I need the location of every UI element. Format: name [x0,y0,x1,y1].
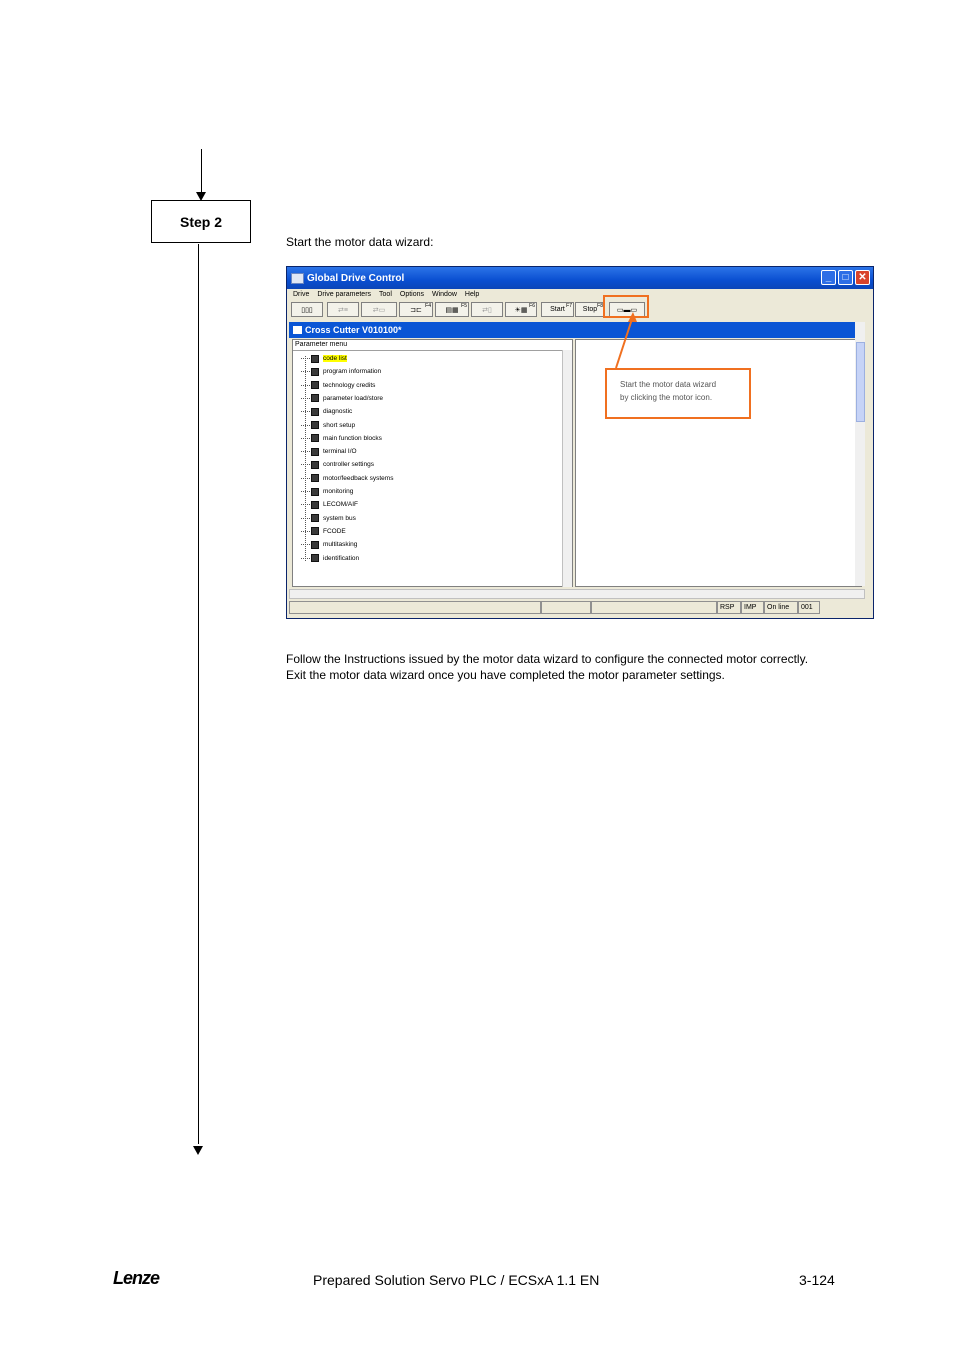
tree-connector [301,491,310,492]
tree-connector [301,425,310,426]
menu-options[interactable]: Options [399,291,424,298]
flow-line-top [201,149,202,193]
folder-icon [311,408,319,416]
tree-item-label: motor/feedback systems [323,474,394,482]
tree-item[interactable] [301,539,357,550]
page-number: 3-124 [799,1272,835,1288]
tree-item[interactable] [301,553,359,564]
tree-item[interactable] [301,526,346,537]
menubar [287,289,873,300]
tree-connector [301,464,310,465]
tree-connector [301,518,310,519]
tb-read-icon[interactable]: ⇄≡ [327,302,359,317]
tb-compare-icon[interactable]: ⇄▯ [471,302,503,317]
status-field-2 [541,601,591,614]
instruction-line-1: Follow the Instructions issued by the motor data wizard to configure the connected motor correctly. [286,652,809,666]
folder-icon [311,368,319,376]
tree-item-label: system bus [323,514,356,522]
callout-pointer [600,310,650,372]
tree-item-label: LECOM/AIF [323,501,359,509]
horizontal-scrollbar[interactable] [289,589,865,599]
footer-title: Prepared Solution Servo PLC / ECSxA 1.1 EN [313,1272,600,1288]
folder-icon [311,474,319,482]
tree-item-label: FCODE [323,527,346,535]
status-field-3 [591,601,717,614]
window-scrollbar[interactable] [855,322,865,586]
folder-icon [311,541,319,549]
tree-item[interactable] [301,353,347,364]
tree-connector [301,544,310,545]
tree-item[interactable] [301,380,375,391]
menu-drive[interactable]: Drive [293,291,310,298]
tree-item-label: multitasking [323,541,358,549]
tree-connector [301,531,310,532]
tree-item-label: technology credits [323,381,376,389]
tree-item-label: code list [323,355,347,362]
tree-item[interactable] [301,459,374,470]
tree-item[interactable] [301,393,383,404]
folder-icon [311,514,319,522]
tree-connector [301,371,310,372]
flow-arrow-bottom [193,1146,203,1155]
maximize-icon[interactable]: □ [838,270,853,285]
tb-drives-icon[interactable]: ▯▯▯ [291,302,323,317]
callout-line-1: Start the motor data wizard [620,380,717,389]
tree-item[interactable] [301,446,357,457]
status-rsp: RSP [717,601,741,614]
folder-icon [311,381,319,389]
tree-item[interactable] [301,420,355,431]
instruction-line-2: Exit the motor data wizard once you have completed the motor parameter settings. [286,668,725,682]
menu-drive-parameters[interactable]: Drive parameters [317,291,372,298]
folder-icon [311,421,319,429]
tree-item-label: controller settings [323,461,374,469]
tree-item[interactable] [301,513,356,524]
toolbar [287,300,873,320]
flow-line-main [198,244,199,1144]
statusbar [289,601,865,615]
menu-window[interactable]: Window [432,291,457,298]
tree-item-label: short setup [323,421,356,429]
folder-icon [311,554,319,562]
tree-item-label: diagnostic [323,408,353,416]
minimize-icon[interactable]: _ [821,270,836,285]
tree-item[interactable] [301,366,381,377]
tree-connector [301,398,310,399]
window-titlebar [287,267,873,289]
tree-item-label: program information [323,368,382,376]
intro-text: Start the motor data wizard: [286,235,434,249]
tree-item[interactable] [301,486,353,497]
app-icon [291,273,304,284]
parameter-menu-header: Parameter menu [293,340,572,351]
child-window-title: Cross Cutter V010100* [289,322,865,338]
folder-icon [311,461,319,469]
tree-connector [301,358,310,359]
status-address: 001 [798,601,820,614]
step-box [151,200,251,243]
menu-help[interactable]: Help [464,291,480,298]
tree-item-label: parameter load/store [323,394,383,402]
tree-connector [301,411,310,412]
tree-connector [301,478,310,479]
tb-connect-icon[interactable]: ⊐⊏ F4 [399,302,433,317]
child-icon [293,326,302,334]
folder-icon [311,488,319,496]
folder-icon [311,527,319,535]
folder-icon [311,501,319,509]
status-imp: IMP [741,601,764,614]
tree-item-label: terminal I/O [323,448,357,456]
tree-connector [301,504,310,505]
tree-item[interactable] [301,406,352,417]
tree-scrollbar[interactable] [562,350,572,587]
child-window-body [289,338,865,586]
tree-connector [301,438,310,439]
tree-connector [301,451,310,452]
motor-icon[interactable]: ▭▬▭ [609,302,645,317]
tree-connector [301,385,310,386]
close-icon[interactable]: ✕ [855,270,870,285]
brand-logo: Lenze [113,1268,160,1288]
scroll-thumb[interactable] [856,342,865,422]
tree-item[interactable] [301,473,393,484]
menu-tool[interactable]: Tool [379,291,392,298]
tb-parameter-icon[interactable]: ▤▦ F5 [435,302,469,317]
folder-icon [311,434,319,442]
folder-icon [311,355,319,363]
step-label: Step 2 [179,213,222,230]
tree-item-label: main function blocks [323,434,382,442]
tree-connector [301,558,310,559]
folder-icon [311,394,319,402]
tree-item-label: identification [323,554,360,562]
parameter-menu-panel [292,339,573,587]
tree-item[interactable] [301,433,382,444]
status-field-main [289,601,541,614]
tree-item-label: monitoring [323,488,354,495]
tb-start-button[interactable]: Start F7 [541,302,574,317]
tb-write-icon[interactable]: ⇄▭ [361,302,397,317]
window-title: Global Drive Control [307,272,405,284]
folder-icon [311,448,319,456]
gdc-window [286,266,874,619]
tree-item[interactable] [301,499,358,510]
status-online: On line [764,601,798,614]
callout-line-2: by clicking the motor icon. [620,393,713,402]
callout-box [605,368,751,419]
tb-stop-button[interactable]: Stop F8 [575,302,605,317]
tb-monitor-icon[interactable]: ☀▦ F6 [505,302,537,317]
